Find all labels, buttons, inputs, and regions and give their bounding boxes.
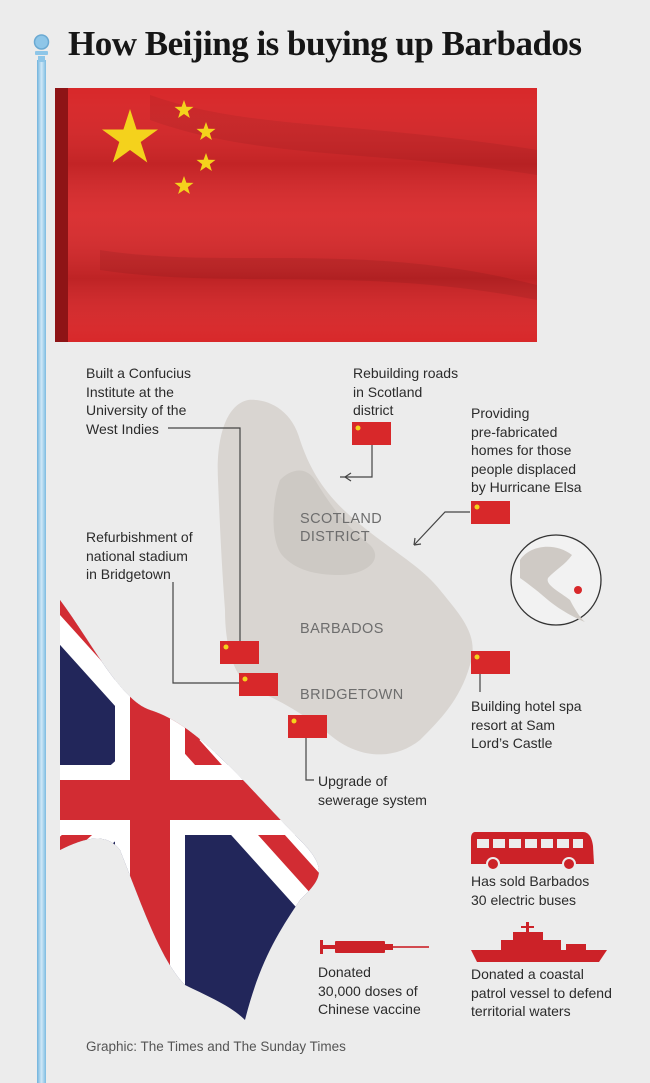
buses-label: Has sold Barbados 30 electric buses bbox=[471, 873, 590, 908]
barbados-marker bbox=[574, 586, 582, 594]
syringe-icon bbox=[320, 940, 429, 954]
flagpole-finial bbox=[35, 35, 49, 49]
flagpole bbox=[37, 60, 46, 1083]
locator-globe bbox=[511, 535, 601, 625]
vessel-label: Donated a coastal patrol vessel to defend territorial waters bbox=[471, 966, 612, 1019]
sewerage-label: Upgrade of sewerage system bbox=[318, 773, 427, 808]
homes-label: Providing pre-fabricated homes for those people displaced by Hurricane Elsa bbox=[471, 405, 582, 495]
roads-label: Rebuilding roads in Scotland district bbox=[353, 365, 459, 418]
china-flag bbox=[55, 88, 537, 342]
bridgetown-label: BRIDGETOWN bbox=[300, 687, 404, 703]
confucius-label: Built a Confucius Institute at the University of the West Indies bbox=[86, 365, 192, 437]
scotland-district-label: SCOTLAND DISTRICT bbox=[300, 511, 383, 545]
hotel-label: Building hotel spa resort at Sam Lord’s Castle bbox=[471, 698, 582, 751]
stadium-label: Refurbishment of national stadium in Bridgetown bbox=[86, 529, 193, 582]
page-title: How Beijing is buying up Barbados bbox=[68, 24, 582, 63]
graphic-credit: Graphic: The Times and The Sunday Times bbox=[86, 1039, 346, 1054]
barbados-label: BARBADOS bbox=[300, 621, 384, 637]
vaccine-label: Donated 30,000 doses of Chinese vaccine bbox=[318, 964, 421, 1017]
ship-icon bbox=[471, 922, 607, 962]
bus-icon bbox=[471, 832, 594, 870]
